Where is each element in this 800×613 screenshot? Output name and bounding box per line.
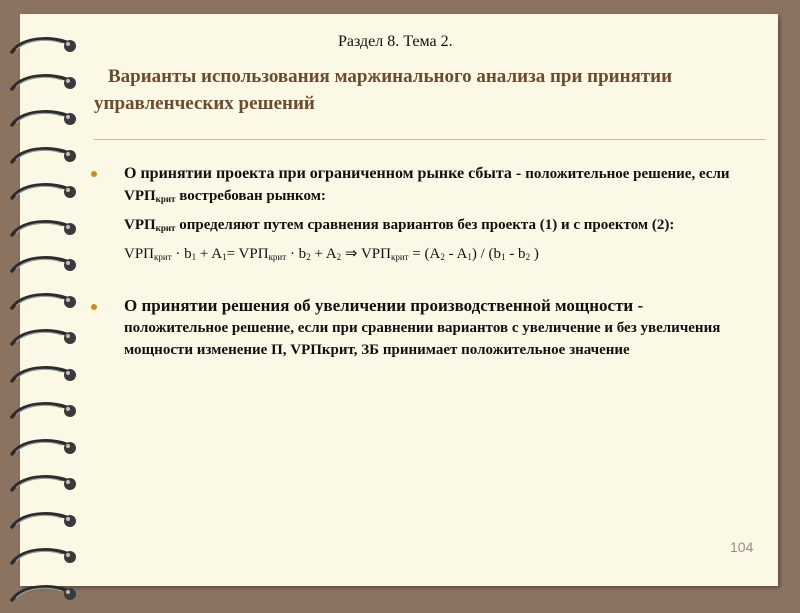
- spiral-ring-icon: [8, 144, 78, 170]
- spiral-ring-icon: [8, 253, 78, 279]
- spiral-ring-icon: [8, 545, 78, 571]
- spiral-ring-icon: [8, 290, 78, 316]
- spiral-ring-icon: [8, 71, 78, 97]
- formula: $VРП_{крит} \cdot b_1 + A_1= VРП_{крит} \cdot b_2 + A_2$ ⇒ $VРП_{крит} = (A_2 - A_1) / (b_1 - b_2$ ): [124, 246, 539, 262]
- spiral-ring-icon: [8, 582, 78, 608]
- bullet-2-rest: положительное решение, если при сравнении вариантов с увеличение и без увеличения мощности изменение П, VРПкрит, ЗБ принимает положительное значение: [124, 320, 721, 358]
- bullet-icon: [91, 171, 97, 177]
- section-label: Раздел 8. Тема 2.: [338, 33, 453, 50]
- spiral-ring-icon: [8, 509, 78, 535]
- bullet-1-lead: О принятии проекта при ограниченном рынке сбыта - положительное решение, если $VРП_{крит}$ востребован рынком:: [124, 165, 730, 204]
- spiral-ring-icon: [8, 436, 78, 462]
- content: [88, 163, 764, 361]
- bullet-icon: [91, 304, 97, 310]
- spiral-ring-icon: [8, 107, 78, 133]
- spiral-ring-icon: [8, 399, 78, 425]
- slide-title: Варианты использования маржинального анализа при принятии управленческих решений: [94, 66, 673, 114]
- bullet-1-line2: $VРП_{крит}$ определяют путем сравнения вариантов без проекта (1) и с проектом (2):: [124, 217, 675, 233]
- divider: [94, 139, 766, 140]
- spiral-ring-icon: [8, 34, 78, 60]
- spiral-ring-icon: [8, 326, 78, 352]
- spiral-binding: [0, 0, 80, 600]
- bullet-item-2: [88, 295, 764, 361]
- bullet-item-1: [88, 163, 764, 268]
- spiral-ring-icon: [8, 217, 78, 243]
- page-number: 104: [730, 539, 754, 555]
- bullet-2-head: О принятии решения об увеличении производственной мощности -: [124, 296, 644, 315]
- spiral-ring-icon: [8, 180, 78, 206]
- spiral-ring-icon: [8, 363, 78, 389]
- spiral-ring-icon: [8, 472, 78, 498]
